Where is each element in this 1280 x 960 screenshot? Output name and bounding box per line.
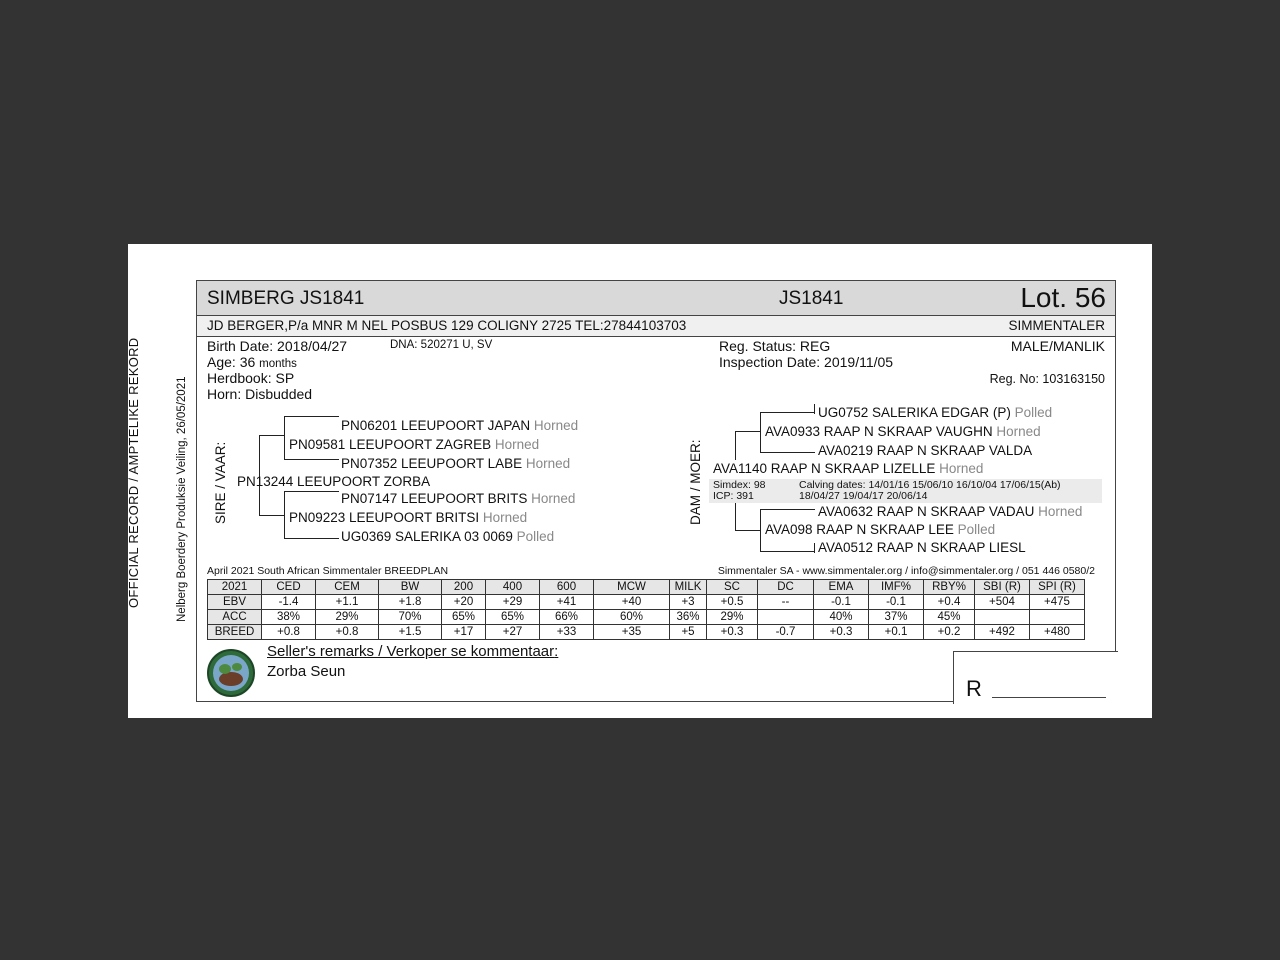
ebv-cell: +3: [670, 595, 707, 610]
sex: MALE/MANLIK: [1010, 338, 1105, 354]
inspection-date: Inspection Date: 2019/11/05: [719, 354, 894, 370]
ebv-cell: +504: [975, 595, 1030, 610]
ebv-header-cell: SBI (R): [975, 580, 1030, 595]
ebv-cell: +5: [670, 625, 707, 640]
herdbook: Herdbook: SP: [207, 370, 295, 386]
ebv-cell: +17: [442, 625, 486, 640]
calving-dates: Calving dates: 14/01/16 15/06/10 16/10/04 17/06/15(Ab): [799, 479, 1061, 491]
ebv-cell: 29%: [316, 610, 379, 625]
ebv-cell: +40: [594, 595, 670, 610]
ebv-cell: +480: [1030, 625, 1085, 640]
dam-dam-dam: AVA0512 RAAP N SKRAAP LIESL: [818, 540, 1026, 555]
ebv-cell: --: [758, 595, 814, 610]
sire-sire-sire: PN06201 LEEUPOORT JAPAN Horned: [341, 418, 579, 433]
ebv-header-cell: IMF%: [869, 580, 924, 595]
remarks-title: Seller's remarks / Verkoper se kommentaar:: [267, 643, 559, 660]
price-blank: [992, 697, 1106, 698]
dam-dam: AVA098 RAAP N SKRAAP LEE Polled: [765, 522, 996, 537]
sire-dam-sire: PN07147 LEEUPOORT BRITS Horned: [341, 491, 576, 506]
ebv-cell: +0.1: [869, 625, 924, 640]
sire-dam: PN09223 LEEUPOORT BRITSI Horned: [289, 510, 528, 525]
ebv-cell: +35: [594, 625, 670, 640]
breedplan-contact: Simmentaler SA - www.simmentaler.org / info@simmentaler.org / 051 446 0580/2: [717, 565, 1095, 577]
auction-info-label: Nelberg Boerdery Produksie Veiling, 26/05/2021: [176, 376, 188, 622]
ebv-cell: +20: [442, 595, 486, 610]
sire: PN13244 LEEUPOORT ZORBA: [237, 474, 431, 489]
ebv-cell: 65%: [442, 610, 486, 625]
horn-status: Horn: Disbudded: [207, 386, 313, 402]
sire-dam-dam: UG0369 SALERIKA 03 0069 Polled: [341, 529, 555, 544]
ebv-cell: 60%: [594, 610, 670, 625]
ebv-cell: -1.4: [262, 595, 316, 610]
birth-date: Birth Date: 2018/04/27: [207, 338, 348, 354]
ebv-header-cell: 400: [486, 580, 540, 595]
ebv-cell: +33: [540, 625, 594, 640]
ebv-cell: +475: [1030, 595, 1085, 610]
ebv-header-cell: RBY%: [924, 580, 975, 595]
price-currency: R: [966, 676, 982, 701]
breed-name: SIMMENTALER: [1008, 318, 1105, 333]
ebv-cell: +0.3: [814, 625, 869, 640]
animal-name: SIMBERG JS1841: [207, 288, 365, 309]
ebv-cell: +29: [486, 595, 540, 610]
lot-frame: [196, 280, 1116, 702]
ebv-cell: +41: [540, 595, 594, 610]
animal-code: JS1841: [779, 288, 844, 309]
ebv-cell: 45%: [924, 610, 975, 625]
dam-title: DAM / MOER:: [688, 439, 703, 525]
ebv-cell: 65%: [486, 610, 540, 625]
ebv-cell: ACC: [208, 610, 262, 625]
dam-sire-sire: UG0752 SALERIKA EDGAR (P) Polled: [818, 405, 1053, 420]
lot-header: [197, 281, 1115, 316]
ebv-cell: +27: [486, 625, 540, 640]
ebv-cell: -0.1: [869, 595, 924, 610]
ebv-header-cell: CEM: [316, 580, 379, 595]
ebv-cell: +1.8: [379, 595, 442, 610]
icp: ICP: 391: [713, 490, 754, 502]
ebv-header-cell: 2021: [208, 580, 262, 595]
ebv-cell: +0.8: [316, 625, 379, 640]
ebv-cell: +0.4: [924, 595, 975, 610]
ebv-cell: [1030, 610, 1085, 625]
ebv-cell: +1.5: [379, 625, 442, 640]
catalogue-card: [128, 244, 1152, 718]
reg-number: Reg. No: 103163150: [989, 372, 1105, 386]
ebv-cell: +492: [975, 625, 1030, 640]
ebv-table: [207, 579, 1085, 640]
ebv-cell: -0.7: [758, 625, 814, 640]
ebv-cell: 40%: [814, 610, 869, 625]
ebv-header-cell: MCW: [594, 580, 670, 595]
dam-sire-dam: AVA0219 RAAP N SKRAAP VALDA: [818, 443, 1033, 458]
ebv-cell: 70%: [379, 610, 442, 625]
ebv-cell: +0.3: [707, 625, 758, 640]
ebv-cell: +0.8: [262, 625, 316, 640]
ebv-cell: [758, 610, 814, 625]
ebv-cell: 29%: [707, 610, 758, 625]
sire-sire-dam: PN07352 LEEUPOORT LABE Horned: [341, 456, 571, 471]
ebv-header-cell: SPI (R): [1030, 580, 1085, 595]
ebv-cell: 37%: [869, 610, 924, 625]
age: Age: 36 months: [207, 354, 297, 370]
ebv-header-row: [208, 580, 1085, 595]
ebv-header-cell: 200: [442, 580, 486, 595]
simmentaler-logo-icon: [207, 649, 255, 697]
remarks-body: Zorba Seun: [267, 663, 346, 680]
simdex: Simdex: 98: [713, 479, 766, 491]
ebv-cell: -0.1: [814, 595, 869, 610]
owner-details: JD BERGER,P/a MNR M NEL POSBUS 129 COLIGNY 2725 TEL:27844103703: [207, 318, 687, 333]
ebv-cell: 66%: [540, 610, 594, 625]
sire-title: SIRE / VAAR:: [213, 441, 228, 524]
dam: AVA1140 RAAP N SKRAAP LIZELLE Horned: [713, 461, 984, 476]
price-box: [953, 651, 1118, 704]
ebv-header-cell: DC: [758, 580, 814, 595]
dam-sire: AVA0933 RAAP N SKRAAP VAUGHN Horned: [765, 424, 1041, 439]
lot-number: Lot. 56: [1020, 282, 1106, 313]
ebv-row: [208, 610, 1085, 625]
reg-status: Reg. Status: REG: [719, 338, 831, 354]
ebv-header-cell: BW: [379, 580, 442, 595]
breedplan-source: April 2021 South African Simmentaler BREEDPLAN: [207, 565, 449, 577]
sire-sire: PN09581 LEEUPOORT ZAGREB Horned: [289, 437, 540, 452]
official-record-label: OFFICIAL RECORD / AMPTELIKE REKORD: [126, 337, 141, 608]
ebv-row: [208, 625, 1085, 640]
ebv-header-cell: CED: [262, 580, 316, 595]
ebv-row: [208, 595, 1085, 610]
ebv-header-cell: EMA: [814, 580, 869, 595]
dna-info: DNA: 520271 U, SV: [390, 339, 493, 351]
ebv-cell: +1.1: [316, 595, 379, 610]
ebv-cell: +0.5: [707, 595, 758, 610]
ebv-cell: +0.2: [924, 625, 975, 640]
ebv-header-cell: SC: [707, 580, 758, 595]
calving-dates-cont: 18/04/27 19/04/17 20/06/14: [799, 490, 928, 502]
ebv-cell: BREED: [208, 625, 262, 640]
ebv-cell: 38%: [262, 610, 316, 625]
owner-bar: [197, 316, 1115, 337]
dam-dam-sire: AVA0632 RAAP N SKRAAP VADAU Horned: [818, 504, 1083, 519]
ebv-header-cell: MILK: [670, 580, 707, 595]
ebv-cell: [975, 610, 1030, 625]
ebv-header-cell: 600: [540, 580, 594, 595]
ebv-cell: EBV: [208, 595, 262, 610]
ebv-cell: 36%: [670, 610, 707, 625]
